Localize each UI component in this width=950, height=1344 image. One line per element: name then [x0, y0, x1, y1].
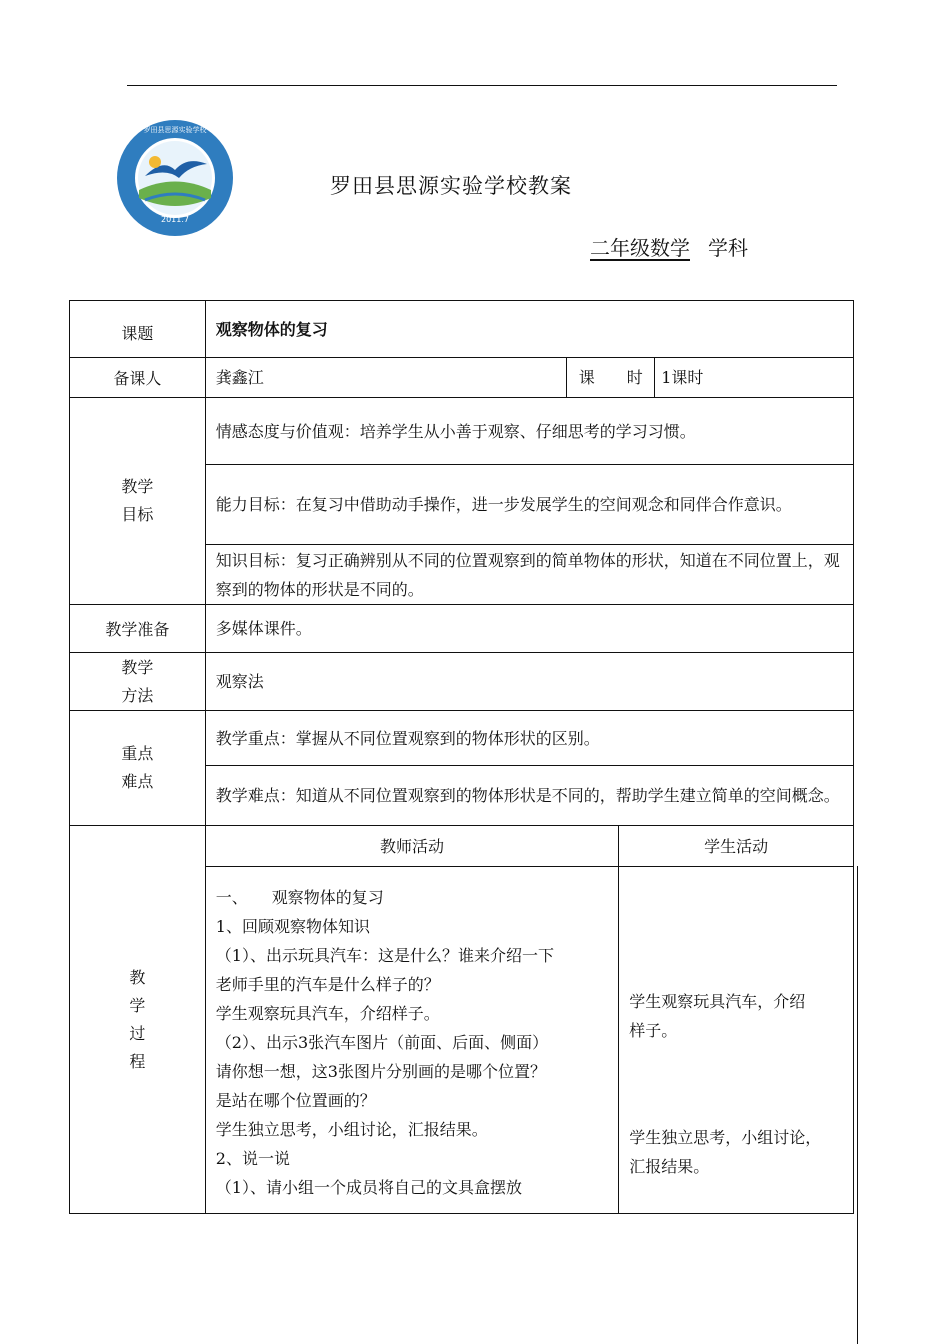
prep-value: 多媒体课件。	[205, 605, 853, 653]
teacher-line: （2）、出示3张汽车图片（前面、后面、侧面）	[215, 1032, 549, 1052]
margin-line	[857, 866, 858, 1344]
teacher-line: （1）、请小组一个成员将自己的文具盒摆放	[215, 1177, 522, 1197]
method-label: 教学 方法	[70, 653, 206, 711]
teacher-header: 教师活动	[205, 826, 618, 867]
svg-text:2011.7: 2011.7	[161, 215, 189, 224]
teacher-line: 学生独立思考，小组讨论，汇报结果。	[215, 1119, 488, 1139]
teacher-line: 1、回顾观察物体知识	[215, 916, 370, 936]
goals-label: 教学 目标	[70, 398, 206, 605]
method-value: 观察法	[205, 653, 853, 711]
teacher-line: 老师手里的汽车是什么样子的？	[215, 974, 440, 994]
teacher-line: 是站在哪个位置画的？	[215, 1090, 376, 1110]
key-point: 教学重点：掌握从不同位置观察到的物体形状的区别。	[205, 711, 853, 766]
teacher-line: 一、 观察物体的复习	[215, 887, 384, 907]
subject-line	[590, 232, 748, 261]
student-line: 汇报结果。	[629, 1156, 710, 1176]
teacher-activity	[205, 867, 618, 1214]
student-line: 学生独立思考，小组讨论，	[629, 1127, 822, 1147]
topic-value: 观察物体的复习	[205, 301, 853, 358]
school-title: 罗田县思源实验学校教案	[330, 174, 572, 198]
header-rule	[127, 85, 837, 86]
prep-label: 教学准备	[70, 605, 206, 653]
subject-label: 学科	[708, 236, 748, 260]
goal-emotion: 情感态度与价值观：培养学生从小善于观察、仔细思考的学习习惯。	[205, 398, 853, 465]
key-label: 重点 难点	[70, 711, 206, 826]
student-line: 学生观察玩具汽车，介绍	[629, 991, 806, 1011]
period-value: 1课时	[655, 358, 854, 398]
period-label: 课 时	[567, 358, 655, 398]
topic-label: 课题	[70, 301, 206, 358]
teacher-line: 学生观察玩具汽车，介绍样子。	[215, 1003, 440, 1023]
lesson-plan-table	[69, 300, 854, 1214]
student-header: 学生活动	[619, 826, 854, 867]
goal-knowledge: 知识目标：复习正确辨别从不同的位置观察到的简单物体的形状，知道在不同位置上，观察到的物体的形状是不同的。	[205, 545, 853, 605]
process-label: 教 学 过 程	[70, 826, 206, 1214]
student-activity	[619, 867, 854, 1214]
teacher-line: （1）、出示玩具汽车：这是什么？谁来介绍一下	[215, 945, 554, 965]
school-logo	[115, 118, 235, 238]
teacher-line: 2、说一说	[215, 1148, 290, 1168]
svg-text:罗田县思源实验学校: 罗田县思源实验学校	[143, 126, 207, 134]
difficult-point: 教学难点：知道从不同位置观察到的物体形状是不同的，帮助学生建立简单的空间概念。	[205, 766, 853, 826]
grade-subject: 二年级数学	[590, 236, 690, 260]
goal-ability: 能力目标：在复习中借助动手操作，进一步发展学生的空间观念和同伴合作意识。	[205, 465, 853, 545]
teacher-line: 请你想一想，这3张图片分别画的是哪个位置？	[215, 1061, 546, 1081]
student-line: 样子。	[629, 1020, 678, 1040]
preparer-label: 备课人	[70, 358, 206, 398]
preparer-value: 龚鑫江	[205, 358, 567, 398]
